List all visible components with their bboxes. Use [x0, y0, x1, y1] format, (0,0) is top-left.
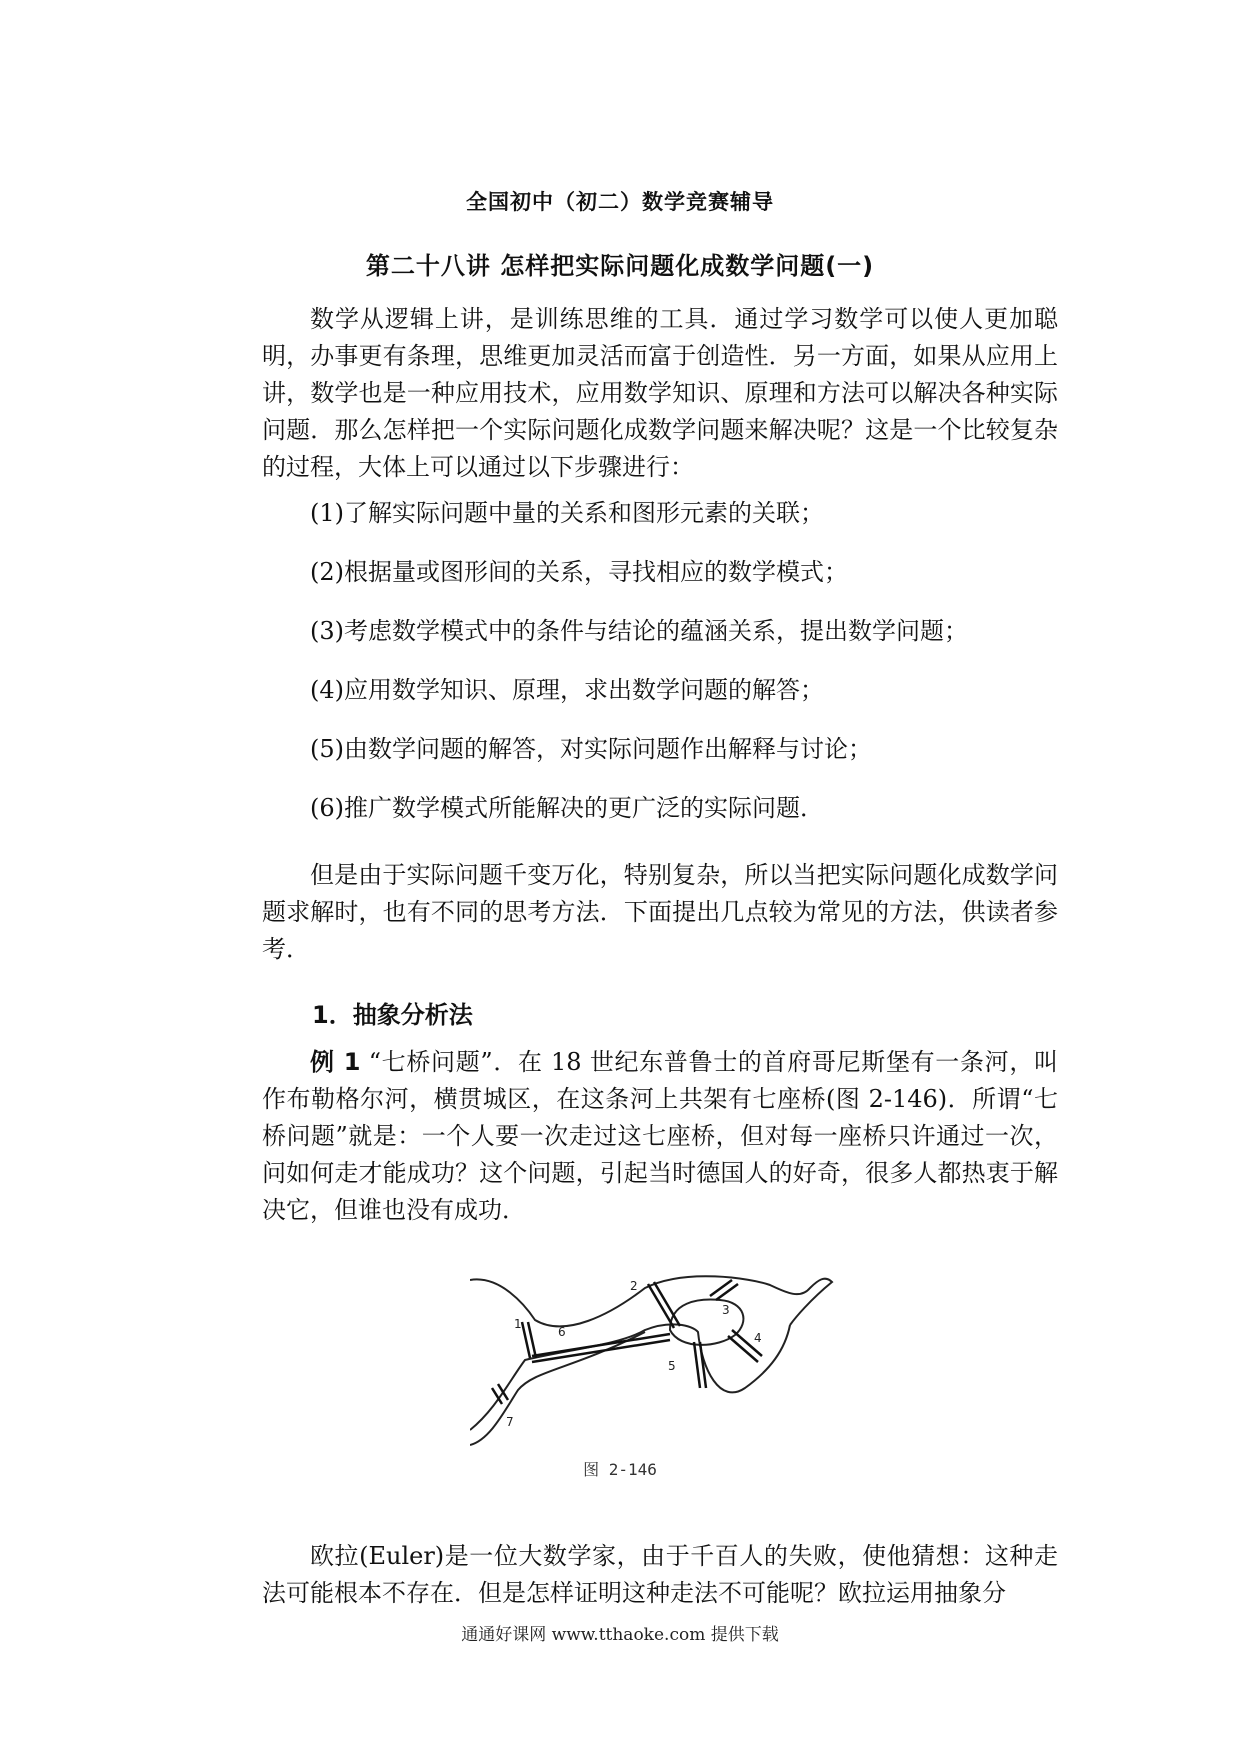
- figure-caption: 图 2-146: [583, 1460, 657, 1479]
- bridge-label-7: 7: [506, 1415, 514, 1429]
- step-item-6: (6)推广数学模式所能解决的更广泛的实际问题．: [310, 794, 824, 822]
- seven-bridges-figure: [470, 1270, 850, 1450]
- bridge-5: [694, 1342, 700, 1388]
- bridge-2: [648, 1284, 674, 1328]
- island: [670, 1300, 743, 1345]
- step-item-2: (2)根据量或图形间的关系，寻找相应的数学模式；: [310, 558, 848, 586]
- bridge-label-3: 3: [722, 1303, 730, 1317]
- download-footer: 通通好课网 www.tthaoke.com 提供下载: [461, 1625, 779, 1645]
- section-heading: 1．抽象分析法: [312, 1001, 473, 1029]
- example-paragraph: [262, 1044, 1058, 1229]
- step-item-1: (1)了解实际问题中量的关系和图形元素的关联；: [310, 499, 824, 527]
- step-item-3: (3)考虑数学模式中的条件与结论的蕴涵关系，提出数学问题；: [310, 617, 968, 645]
- bridge-label-5: 5: [668, 1359, 676, 1373]
- example-label: 例 1: [310, 1048, 361, 1076]
- step-item-5: (5)由数学问题的解答，对实际问题作出解释与讨论；: [310, 735, 872, 763]
- closing-paragraph: 欧拉(Euler)是一位大数学家，由于千百人的失败，使他猜想：这种走法可能根本不存在．但是怎样证明这种走法不可能呢？欧拉运用抽象分: [262, 1542, 1058, 1607]
- transition-paragraph: 但是由于实际问题千变万化，特别复杂，所以当把实际问题化成数学问题求解时，也有不同的思考方法．下面提出几点较为常见的方法，供读者参考．: [262, 861, 1058, 963]
- bridge-label-2: 2: [630, 1279, 638, 1293]
- bridge-label-6: 6: [558, 1325, 566, 1339]
- intro-paragraph: 数学从逻辑上讲，是训练思维的工具．通过学习数学可以使人更加聪明，办事更有条理，思维更加灵活而富于创造性．另一方面，如果从应用上讲，数学也是一种应用技术，应用数学知识、原理和方法可以解决各种实际问题．那么怎样把一个实际问题化成数学问题来解决呢？这是一个比较复杂的过程，大体上可以通过以下步骤进行：: [262, 305, 1058, 481]
- upper-river-bank: [470, 1276, 832, 1326]
- bridge-label-4: 4: [754, 1331, 762, 1345]
- bridge-3: [710, 1280, 732, 1296]
- document-header: 全国初中（初二）数学竞赛辅导: [466, 190, 774, 214]
- bridge-label-1: 1: [514, 1317, 522, 1331]
- lecture-title: 第二十八讲 怎样把实际问题化成数学问题(一): [365, 252, 875, 280]
- step-item-4: (4)应用数学知识、原理，求出数学问题的解答；: [310, 676, 824, 704]
- example-text: “七桥问题”．在 18 世纪东普鲁士的首府哥尼斯堡有一条河，叫作布勒格尔河，横贯城区，在这条河上共架有七座桥(图 2-146)．所谓“七桥问题”就是：一个人要一次走过这七座桥，但对每一座桥只许通过一次，问如何走才能成功？这个问题，引起当时德国人的好奇，很多人都热衷于解决它，但谁也没有成功．: [262, 1048, 1058, 1224]
